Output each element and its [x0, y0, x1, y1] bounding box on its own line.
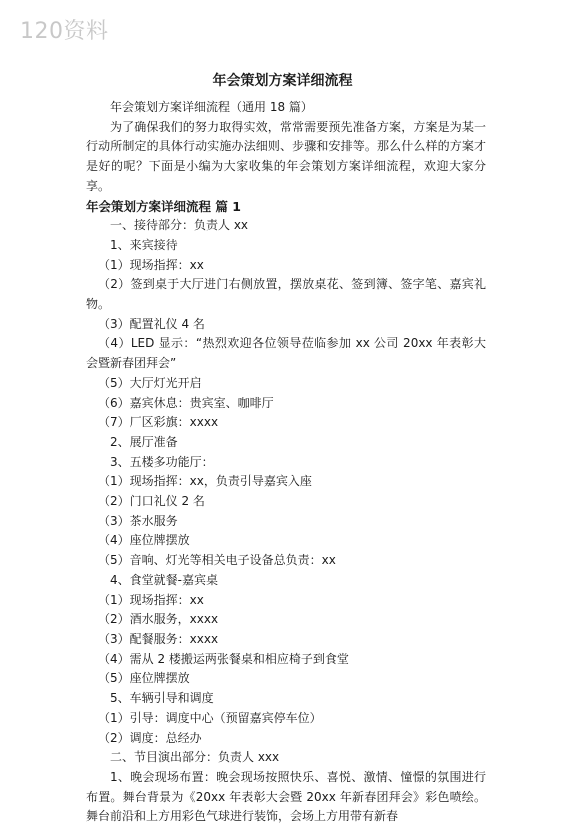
- paragraph: 1、晚会现场布置：晚会现场按照快乐、喜悦、激情、憧憬的氛围进行布置。舞台背景为《20xx 年表彰大会暨 20xx 年新春团拜会》彩色喷绘。舞台前沿和上方用彩色气球进行装饰，会场上方用带有新春: [86, 769, 486, 824]
- watermark-logo: 120资料: [20, 19, 109, 44]
- paragraph: （4）需从 2 楼搬运两张餐桌和相应椅子到食堂: [98, 651, 349, 666]
- document-body: [86, 98, 486, 827]
- paragraph: （2）调度：总经办: [98, 730, 202, 745]
- paragraph: （5）音响、灯光等相关电子设备总负责：xx: [98, 553, 336, 568]
- paragraph: （3）茶水服务: [98, 513, 178, 528]
- paragraph: 年会策划方案详细流程（通用 18 篇）: [110, 100, 313, 114]
- paragraph: 3、五楼多功能厅：: [110, 454, 214, 469]
- paragraph: 为了确保我们的努力取得实效，常常需要预先准备方案，方案是为某一行动所制定的具体行动实施办法细则、步骤和安排等。那么什么样的方案才是好的呢？下面是小编为大家收集的年会策划方案详细流程，欢迎大家分享。: [86, 119, 486, 193]
- paragraph: （5）座位牌摆放: [98, 671, 190, 686]
- paragraph: （4）座位牌摆放: [98, 533, 190, 548]
- paragraph: （6）嘉宾休息：贵宾室、咖啡厅: [98, 395, 274, 410]
- section-heading: 年会策划方案详细流程 篇 1: [86, 198, 241, 214]
- paragraph: 1、来宾接待: [110, 237, 178, 252]
- paragraph: （3）配餐服务：xxxx: [98, 631, 219, 646]
- document-title: 年会策划方案详细流程: [212, 73, 353, 89]
- paragraph: 5、车辆引导和调度: [110, 691, 214, 706]
- paragraph: （1）现场指挥：xx: [98, 257, 204, 272]
- paragraph: （3）配置礼仪 4 名: [98, 316, 205, 331]
- paragraph: （7）厂区彩旗：xxxx: [98, 415, 219, 430]
- paragraph: （2）酒水服务，xxxx: [98, 612, 219, 627]
- paragraph: （2）签到桌于大厅进门右侧放置，摆放桌花、签到簿、签字笔、嘉宾礼物。: [86, 277, 486, 312]
- paragraph: 一、接待部分：负责人 xx: [110, 218, 249, 233]
- paragraph: （1）现场指挥：xx，负责引导嘉宾入座: [98, 474, 312, 489]
- paragraph: 二、节目演出部分：负责人 xxx: [110, 750, 280, 765]
- paragraph: 4、食堂就餐-嘉宾桌: [110, 572, 218, 587]
- paragraph: （1）引导：调度中心（预留嘉宾停车位）: [98, 710, 322, 725]
- paragraph: （2）门口礼仪 2 名: [98, 494, 205, 509]
- paragraph: （4）LED 显示：“热烈欢迎各位领导莅临参加 xx 公司 20xx 年表彰大会暨新春团拜会”: [86, 336, 486, 371]
- paragraph: （1）现场指挥：xx: [98, 592, 204, 607]
- paragraph: （5）大厅灯光开启: [98, 375, 202, 390]
- paragraph: 2、展厅准备: [110, 434, 178, 449]
